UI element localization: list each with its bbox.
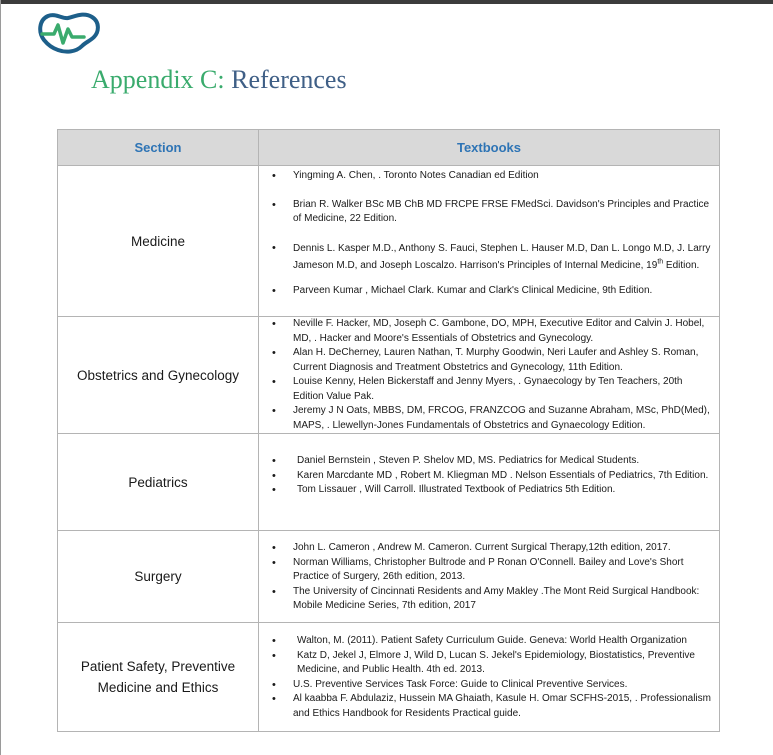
list-item: • Louise Kenny, Helen Bickerstaff and Jenny Myers, . Gynaecology by Ten Teachers, 20th Edition Value Pak. (259, 375, 719, 404)
list-item-text: Dennis L. Kasper M.D., Anthony S. Fauci, Stephen L. Hauser M.D, Dan L. Longo M.D, J. Larry Jameson M.D, and Joseph Loscalzo. Harrison's Principles of Internal Medicine, 19 (293, 242, 711, 271)
textbooks-cell (259, 317, 720, 434)
list-item: • Neville F. Hacker, MD, Joseph C. Gambone, DO, MPH, Executive Editor and Calvin J. Hobel, MD, . Hacker and Moore's Essentials of Obstetrics and Gynecology. (259, 317, 719, 346)
page-title (91, 64, 347, 96)
superscript: th (657, 258, 664, 266)
list-item-tail: Edition. (663, 259, 700, 271)
textbook-list (259, 623, 719, 721)
page-left-edge (0, 0, 1, 755)
section-cell: Obstetrics and Gynecology (58, 317, 259, 434)
table-row (58, 317, 720, 434)
table-row (58, 166, 720, 317)
heartbeat-logo-icon (36, 10, 102, 54)
textbooks-cell (259, 531, 720, 623)
table-row (58, 434, 720, 531)
textbooks-cell (259, 166, 720, 317)
section-cell: Medicine (58, 166, 259, 317)
list-item: • Jeremy J N Oats, MBBS, DM, FRCOG, FRANZCOG and Suzanne Abraham, MSc, PhD(Med), MAPS, . Llewellyn-Jones Fundamentals of Obstetrics and Gynaecology Edition. (259, 404, 719, 433)
section-label-line: Medicine and Ethics (97, 680, 219, 695)
textbook-list (259, 166, 719, 298)
list-item (259, 240, 719, 274)
title-main: References (231, 65, 347, 94)
list-item: • Alan H. DeCherney, Lauren Nathan, T. Murphy Goodwin, Neri Laufer and Ashley S. Roman, Current Diagnosis and Treatment Obstetrics and Gynecology, 11th Edition. (259, 346, 719, 375)
table-row (58, 531, 720, 623)
list-item: • Brian R. Walker BSc MB ChB MD FRCPE FRSE FMedSci. Davidson's Principles and Practice of Medicine, 22 Edition. (259, 198, 719, 227)
section-cell: Surgery (58, 531, 259, 623)
textbook-list (259, 434, 719, 498)
list-item: • Walton, M. (2011). Patient Safety Curriculum Guide. Geneva: World Health Organization (259, 634, 719, 649)
list-item: • Karen Marcdante MD , Robert M. Kliegman MD . Nelson Essentials of Pediatrics, 7th Edition. (259, 469, 719, 484)
textbooks-cell (259, 434, 720, 531)
window-top-border (0, 0, 773, 4)
list-item: • Norman Williams, Christopher Bultrode and P Ronan O'Connell. Bailey and Love's Short Practice of Surgery, 26th edition, 2013. (259, 556, 719, 585)
list-item: • Al kaabba F. Abdulaziz, Hussein MA Ghaiath, Kasule H. Omar SCFHS-2015, . Professionalism and Ethics Handbook for Residents Practical guide. (259, 692, 719, 721)
section-cell (58, 623, 259, 732)
table-header-row (58, 130, 720, 166)
list-item: • Parveen Kumar , Michael Clark. Kumar and Clark's Clinical Medicine, 9th Edition. (259, 284, 719, 299)
table-row (58, 623, 720, 732)
list-item: • Yingming A. Chen, . Toronto Notes Canadian ed Edition (259, 169, 719, 184)
textbooks-column-header: Textbooks (259, 130, 720, 166)
references-table (57, 129, 720, 732)
textbook-list (259, 317, 719, 433)
list-item: • Katz D, Jekel J, Elmore J, Wild D, Lucan S. Jekel's Epidemiology, Biostatistics, Preventive Medicine, and Public Health. 4th ed. 2013. (259, 649, 719, 678)
title-prefix: Appendix C: (91, 65, 225, 94)
list-item: • Daniel Bernstein , Steven P. Shelov MD, MS. Pediatrics for Medical Students. (259, 454, 719, 469)
section-label-line: Patient Safety, Preventive (80, 659, 236, 674)
list-item: • John L. Cameron , Andrew M. Cameron. Current Surgical Therapy,12th edition, 2017. (259, 541, 719, 556)
textbooks-cell (259, 623, 720, 732)
textbook-list (259, 531, 719, 614)
list-item: • The University of Cincinnati Residents and Amy Makley .The Mont Reid Surgical Handbook: Mobile Medicine Series, 7th edition, 2017 (259, 585, 719, 614)
list-item: • U.S. Preventive Services Task Force: Guide to Clinical Preventive Services. (259, 678, 719, 693)
section-column-header: Section (58, 130, 259, 166)
section-cell: Pediatrics (58, 434, 259, 531)
list-item: • Tom Lissauer , Will Carroll. Illustrated Textbook of Pediatrics 5th Edition. (259, 483, 719, 498)
